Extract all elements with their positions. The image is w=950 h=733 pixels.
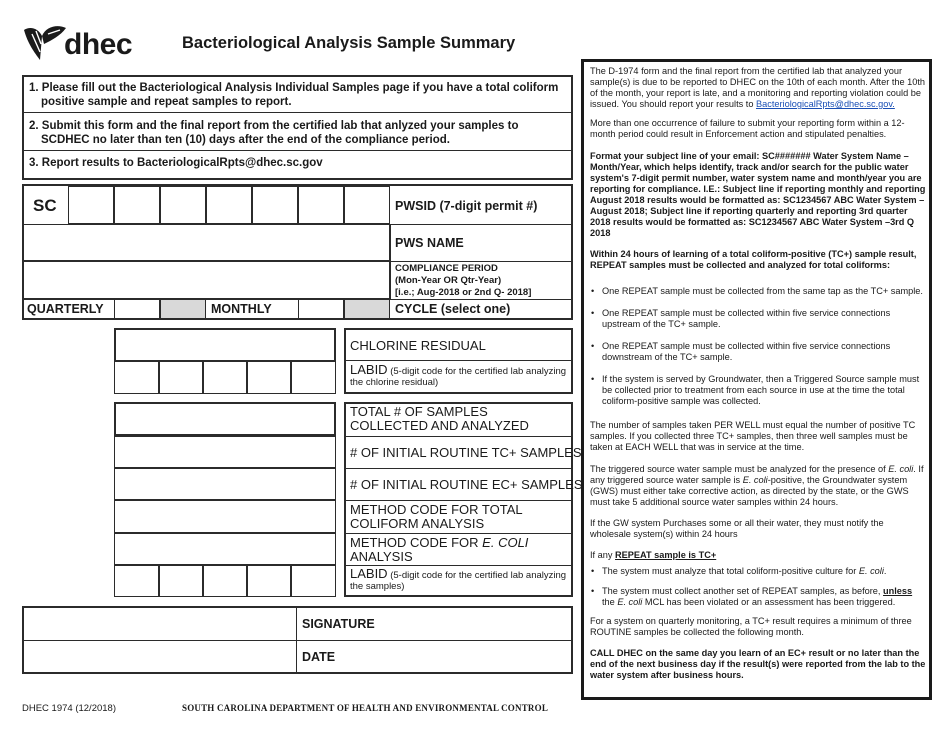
triggered-ecoli-1: E. coli (888, 464, 914, 474)
instruction-3: 3. Report results to BacteriologicalRpts@dhec.sc.gov (29, 157, 323, 169)
triggered-ecoli-2: E. coli (742, 475, 768, 485)
method-total-input[interactable] (114, 500, 336, 533)
repeat-tc-bold: REPEAT sample is TC+ (615, 550, 717, 560)
pwsid-digit-1[interactable] (68, 186, 114, 224)
repeat-bullet-3: • One REPEAT sample must be collected within five service connections downstream of the TC+ sample. (590, 341, 926, 363)
signature-field[interactable] (22, 606, 297, 640)
repeat-tc-bullet-2-ecoli: E. coli (617, 597, 643, 607)
repeat-tc-bullet-2-end: MCL has been violated or an assessment has been triggered. (642, 597, 896, 607)
sidebar-due-date (590, 66, 926, 110)
chlorine-labid-digit-3[interactable] (203, 360, 247, 394)
samples-labid-label (350, 568, 570, 592)
dhec-logo (22, 22, 137, 64)
form-id: DHEC 1974 (12/2018) (22, 703, 116, 714)
total-samples-label: TOTAL # OF SAMPLES COLLECTED AND ANALYZED (350, 404, 529, 433)
compliance-period-label: COMPLIANCE PERIOD (395, 263, 498, 274)
quarterly-shade (160, 299, 206, 319)
chlorine-labid-hint: (5-digit code for the certified lab analyzing the chlorine residual) (350, 366, 567, 388)
samples-divider-3 (344, 500, 573, 501)
repeat-tc-bullet-1 (590, 566, 926, 577)
sidebar-enforcement: More than one occurrence of failure to submit your reporting form within a 12-month period could result in Enforcement action and stipulated penalties. (590, 118, 905, 139)
repeat-tc-bullet-2-unless: unless (883, 586, 913, 596)
sidebar-triggered-source (590, 464, 926, 508)
instruction-divider-2 (22, 150, 573, 151)
repeat-bullet-2: • One REPEAT sample must be collected within five service connections upstream of the TC+ sample. (590, 308, 926, 330)
samples-divider-2 (344, 468, 573, 469)
samples-labid-title: LABID (350, 566, 388, 581)
page-title: Bacteriological Analysis Sample Summary (182, 34, 516, 52)
pwsid-digit-4[interactable] (206, 186, 252, 224)
pwsid-digit-7[interactable] (344, 186, 390, 224)
cycle-label: CYCLE (select one) (395, 302, 511, 316)
samples-labid-digit-3[interactable] (203, 565, 247, 597)
pwsid-digit-2[interactable] (114, 186, 160, 224)
repeat-tc-list (590, 566, 926, 618)
quarterly-label: QUARTERLY (27, 302, 104, 316)
quarterly-checkbox[interactable] (114, 299, 160, 319)
chlorine-labid-digit-4[interactable] (247, 360, 291, 394)
samples-divider-1 (344, 436, 573, 437)
chlorine-labid-digit-5[interactable] (291, 360, 336, 394)
samples-labid-hint: (5-digit code for the certified lab analyzing the samples) (350, 570, 567, 592)
triggered-text-a: The triggered source water sample must be analyzed for the presence of (590, 464, 889, 474)
tc-samples-label: # OF INITIAL ROUTINE TC+ SAMPLES (350, 445, 582, 460)
instruction-2: 2. Submit this form and the final report from the certified lab that anlyzed your samples to SCDHEC no later than ten (10) days after the end of the compliance period. (29, 120, 519, 146)
instruction-divider-1 (22, 112, 573, 113)
tc-samples-input[interactable] (114, 436, 336, 468)
chlorine-residual-input[interactable] (114, 328, 336, 362)
chlorine-labid-title: LABID (350, 362, 388, 377)
sidebar-repeat-intro: Within 24 hours of learning of a total coliform-positive (TC+) sample result, REPEAT samples must be collected and analyzed for total coliforms: (590, 249, 917, 270)
method-ecoli-label (350, 536, 550, 564)
repeat-bullet-4: • If the system is served by Groundwater, then a Triggered Source sample must be collected prior to treatment from each source in use at the time the total coliform-positive sample was collected. (590, 374, 926, 407)
instruction-1: 1. Please fill out the Bacteriological Analysis Individual Samples page if you have a total coliform positive sample and repeat samples to report. (29, 82, 559, 108)
sidebar-call-dhec: CALL DHEC on the same day you learn of an EC+ result or no later than the end of the next business day if the result(s) were reported from the lab to the water system after business hours. (590, 648, 926, 680)
repeat-tc-prefix: If any (590, 550, 616, 560)
instructions-sidebar (581, 59, 932, 700)
samples-divider-4 (344, 533, 573, 534)
repeat-tc-bullet-2-text: The system must collect another set of REPEAT samples, as before, (602, 586, 884, 596)
ec-samples-label: # OF INITIAL ROUTINE EC+ SAMPLES (350, 477, 583, 492)
ec-samples-input[interactable] (114, 468, 336, 500)
chlorine-labid-digit-1[interactable] (114, 360, 159, 394)
sidebar-due-date-text: The D-1974 form and the final report from the certified lab that analyzed your sample(s) is due to be reported to DHEC on the 10th of each month. After the 10th of the month, your report is late, and a monitoring and reporting violation could be issued. You should report your results to (590, 66, 926, 109)
agency-name: SOUTH CAROLINA DEPARTMENT OF HEALTH AND ENVIRONMENTAL CONTROL (182, 703, 549, 713)
triggered-text-c: -positive, the Groundwater system (GWS) must either take corrective action, as directed by the state, or the GWS must take 5 additional source water samples within 24 hours. (590, 475, 909, 507)
chlorine-label-divider (344, 360, 573, 361)
logo-text: dhec (64, 28, 133, 61)
palmetto-leaf-icon (22, 22, 68, 64)
monthly-checkbox[interactable] (298, 299, 344, 319)
compliance-period-hint-1: (Mon-Year OR Qtr-Year) (395, 275, 502, 286)
monthly-shade (344, 299, 390, 319)
total-samples-input[interactable] (114, 402, 336, 436)
method-ecoli-input[interactable] (114, 533, 336, 565)
repeat-tc-bullet-2 (590, 586, 926, 608)
date-label: DATE (302, 650, 336, 664)
repeat-sample-list (590, 286, 926, 417)
signature-divider (297, 640, 573, 641)
sc-prefix: SC (33, 196, 57, 215)
method-ecoli-organism: E. COLI (482, 535, 529, 550)
pwsid-digit-6[interactable] (298, 186, 344, 224)
pws-name-field[interactable] (22, 224, 390, 261)
pws-name-label: PWS NAME (395, 236, 464, 250)
repeat-bullet-1: • One REPEAT sample must be collected from the same tap as the TC+ sample. (590, 286, 926, 297)
method-ecoli-prefix: METHOD CODE FOR (350, 535, 483, 550)
samples-labid-digit-5[interactable] (291, 565, 336, 597)
chlorine-labid-label (350, 364, 570, 388)
triggered-text-b: . If any triggered source water sample is (590, 464, 924, 485)
sidebar-subject-format: Format your subject line of your email: SC####### Water System Name – Month/Year, which helps identify, track and/or search for the public water system's 7-digit permit number, water system name and month/year you are reporting for compliance. I.E.: Subject line if reporting monthly and reporting August 2018 results would be formatted as: SC1234567 ABC Water System – August 2018; Subject line if reporting quarterly and reporting 3rd quarter 2018 results would be formatted as: SC1234567 ABC Water System –3rd Q 2018 (590, 151, 926, 238)
report-email-link[interactable]: BacteriologicalRpts@dhec.sc.gov. (755, 99, 895, 109)
sidebar-quarterly-monitoring: For a system on quarterly monitoring, a TC+ result requires a minimum of three ROUTINE samples be collected the following month. (590, 616, 912, 637)
pwsid-digit-5[interactable] (252, 186, 298, 224)
samples-labid-digit-1[interactable] (114, 565, 159, 597)
chlorine-labid-digit-2[interactable] (159, 360, 203, 394)
sidebar-purchased-water: If the GW system Purchases some or all their water, they must notify the wholesale system(s) within 24 hours (590, 518, 884, 539)
signature-label: SIGNATURE (302, 617, 375, 631)
samples-labid-digit-2[interactable] (159, 565, 203, 597)
compliance-period-field[interactable] (22, 261, 390, 299)
monthly-label: MONTHLY (211, 302, 272, 316)
pwsid-label: PWSID (7-digit permit #) (395, 199, 538, 213)
sidebar-per-well: The number of samples taken PER WELL must equal the number of positive TC samples. If you collected three TC+ samples, then three well samples must be taken at EACH WELL that was in service at the time. (590, 420, 916, 452)
method-ecoli-suffix: ANALYSIS (350, 549, 413, 564)
repeat-tc-bullet-1-ecoli: E. coli (858, 566, 884, 576)
method-total-label: METHOD CODE FOR TOTAL COLIFORM ANALYSIS (350, 502, 523, 531)
compliance-period-hint-2: [i.e.; Aug-2018 or 2nd Q- 2018] (395, 287, 532, 298)
date-field[interactable] (22, 640, 297, 674)
repeat-tc-bullet-1-text: The system must analyze that total coliform-positive culture for (602, 566, 859, 576)
repeat-tc-bullet-1-end: . (883, 566, 887, 576)
samples-labid-digit-4[interactable] (247, 565, 291, 597)
chlorine-residual-label: CHLORINE RESIDUAL (350, 338, 486, 353)
sidebar-repeat-tc-heading (590, 550, 926, 561)
repeat-tc-bullet-2-mid: the (602, 597, 618, 607)
pwsid-digit-3[interactable] (160, 186, 206, 224)
